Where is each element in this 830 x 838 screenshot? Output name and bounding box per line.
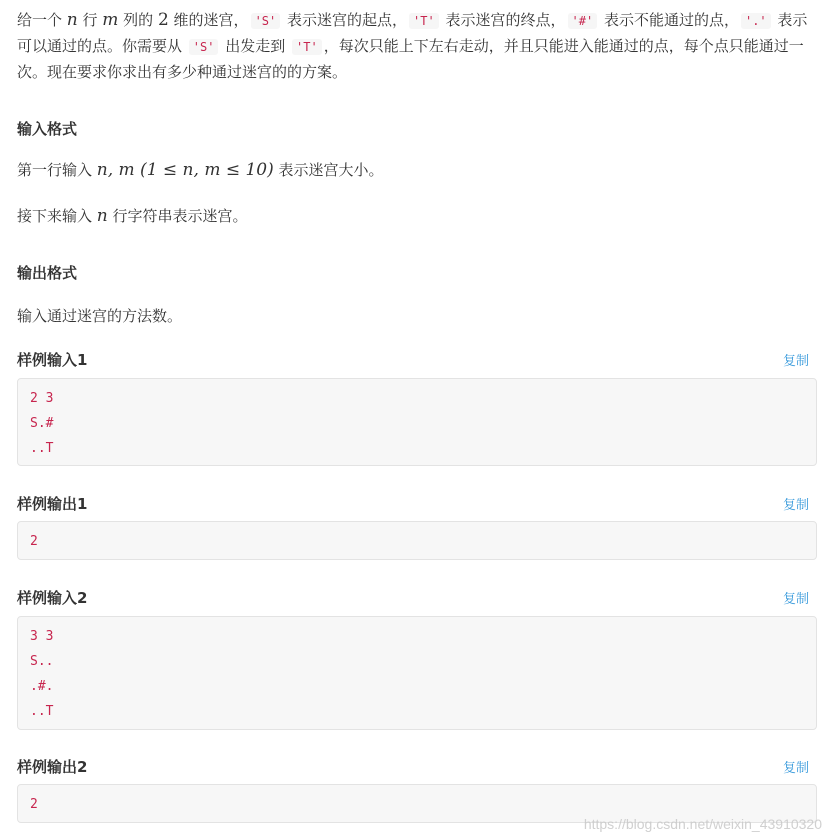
math-var-n: n [66,10,78,30]
desc-text: ，每次只能上下左右走动，并且只能进入能通过的点，每个点只能通过一次。现在要求你求出有多少种通过迷宫的的方案。 [17,37,804,81]
desc-text: 给一个 [17,11,67,29]
desc-text: 行 [77,11,103,29]
code-line: S.. [30,654,54,669]
desc-text: 维的迷宫， [168,11,249,29]
copy-button[interactable]: 复制 [782,760,809,776]
input-format-text [17,158,817,183]
sample-title: 样例输入1 [17,350,88,369]
math-expression: n, m (1 ≤ n, m ≤ 10) [96,160,274,180]
copy-button[interactable]: 复制 [782,497,809,513]
text: 表示迷宫大小。 [273,161,384,179]
sample-output-1 [17,492,817,560]
sample-title: 样例输出1 [17,494,88,513]
code-line: 2 [30,534,38,549]
code-line: 3 3 [30,629,54,644]
inline-code: '.' [741,13,771,29]
inline-code: 'S' [189,39,219,55]
desc-text: 表示可以通过的点。你需要从 [17,11,808,55]
text: 行字符串表示迷宫。 [107,207,248,225]
desc-text: 列的 [118,11,158,29]
copy-button[interactable]: 复制 [782,591,809,607]
sample-input-1 [17,348,817,466]
desc-text: 表示迷宫的终点， [440,11,566,29]
code-line: 2 3 [30,391,54,406]
code-block [17,521,817,560]
description-paragraph [17,8,817,85]
output-format-section [17,262,817,284]
input-format-section [17,118,817,140]
watermark: https://blog.csdn.net/weixin_43910320 [583,816,822,832]
inline-code: '#' [568,13,598,29]
sample-header [17,586,817,608]
sample-header [17,755,817,777]
sample-header [17,492,817,514]
code-line: ..T [30,704,54,719]
input-format-heading: 输入格式 [17,120,78,138]
code-line: 2 [30,797,38,812]
sample-input-2 [17,586,817,730]
text: 第一行输入 [17,161,97,179]
desc-text: 表示迷宫的起点， [282,11,408,29]
code-line: ..T [30,441,54,456]
problem-description [17,8,817,85]
inline-code: 'S' [251,13,281,29]
input-format-line2 [17,204,817,229]
code-line: S.# [30,416,54,431]
desc-text: 表示不能通过的点， [599,11,739,29]
sample-title: 样例输出2 [17,757,88,776]
math-var-m: m [102,10,119,30]
sample-header [17,348,817,370]
code-line: .#. [30,679,54,694]
input-format-text [17,204,817,229]
copy-button[interactable]: 复制 [782,353,809,369]
sample-title: 样例输入2 [17,588,88,607]
inline-code: 'T' [409,13,439,29]
output-format-line1 [17,304,817,329]
output-format-text: 输入通过迷宫的方法数。 [17,307,183,325]
input-format-line1 [17,158,817,183]
code-block [17,378,817,466]
desc-text: 出发走到 [220,37,291,55]
text: 接下来输入 [17,207,97,225]
output-format-heading: 输出格式 [17,264,78,282]
code-block [17,616,817,730]
sample-output-2 [17,755,817,823]
math-var-n: n [96,206,108,226]
inline-code: 'T' [292,39,322,55]
math-number: 2 [157,10,169,30]
